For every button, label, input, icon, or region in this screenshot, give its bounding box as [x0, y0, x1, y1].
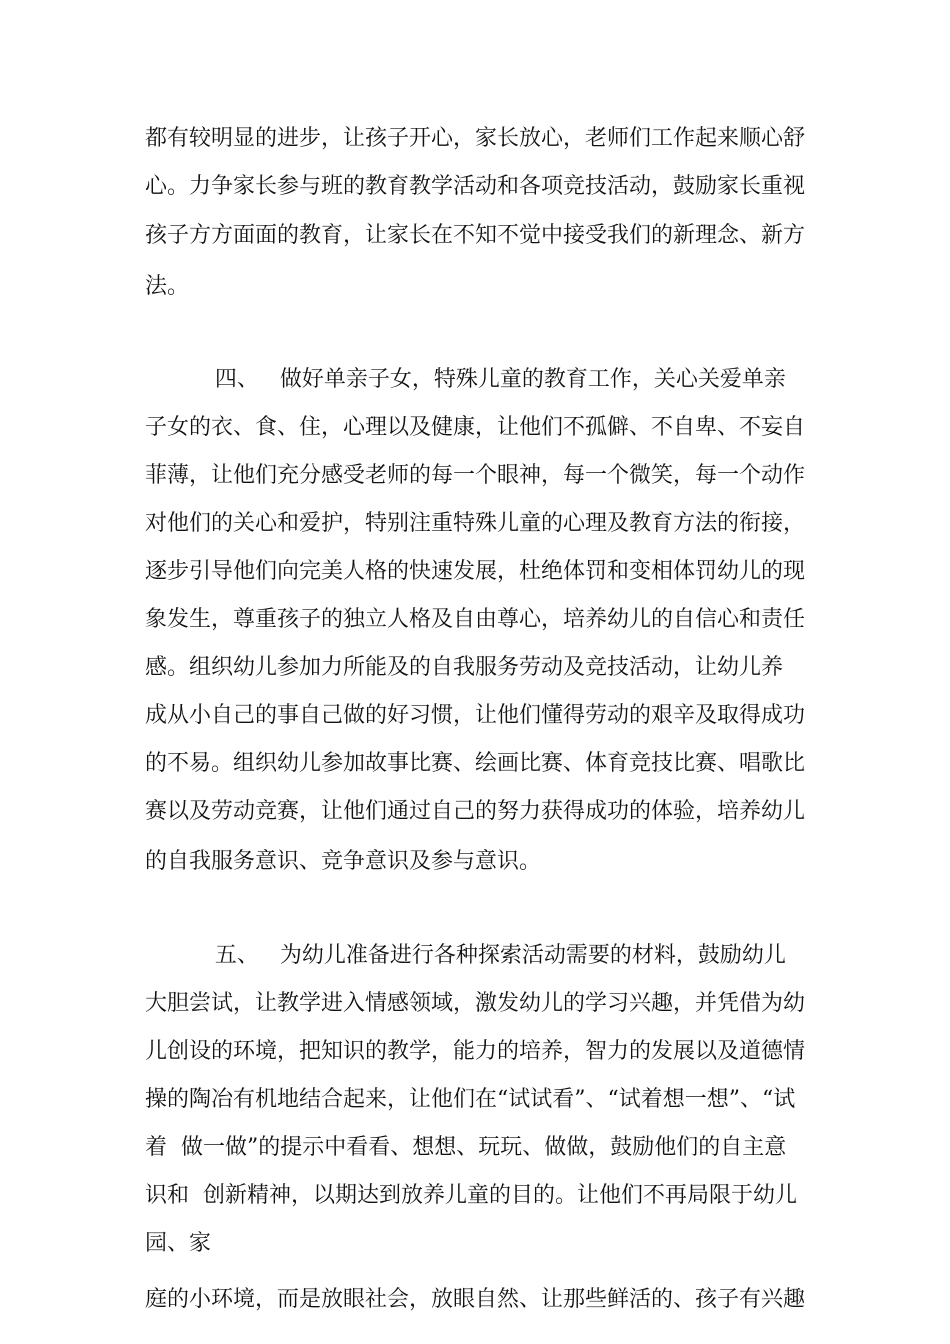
text-line: 感。组织幼儿参加力所能及的自我服务劳动及竞技活动，让幼儿养 — [145, 655, 784, 680]
section-four-heading-line: 四、 做好单亲子女，特殊儿童的教育工作，关心关爱单亲 — [145, 367, 786, 392]
text-line: 识和 创新精神，以期达到放养儿童的目的。让他们不再局限于幼儿 — [145, 1183, 797, 1208]
section-five-heading-line: 五、 为幼儿准备进行各种探索活动需要的材料，鼓励幼儿 — [145, 943, 786, 968]
text-line: 成从小自己的事自己做的好习惯，让他们懂得劳动的艰辛及取得成功 — [145, 703, 806, 728]
text-line: 菲薄，让他们充分感受老师的每一个眼神，每一个微笑，每一个动作 — [145, 463, 806, 488]
text-line: 对他们的关心和爱护，特别注重特殊儿童的心理及教育方法的衔接， — [145, 511, 806, 536]
text-line: 大胆尝试，让教学进入情感领域，激发幼儿的学习兴趣，并凭借为幼 — [145, 991, 806, 1016]
text-line: 着 做一做”的提示中看看、想想、玩玩、做做，鼓励他们的自主意 — [145, 1135, 787, 1160]
text-line: 园、家 — [145, 1231, 212, 1256]
text-line: 的自我服务意识、竞争意识及参与意识。 — [145, 849, 542, 874]
text-line: 心。力争家长参与班的教育教学活动和各项竞技活动，鼓励家长重视 — [145, 174, 806, 199]
text-line: 都有较明显的进步，让孩子开心，家长放心，老师们工作起来顺心舒 — [145, 126, 806, 151]
text-line: 庭的小环境，而是放眼社会，放眼自然、让那些鲜活的、孩子有兴趣 — [145, 1287, 806, 1312]
text-line: 儿创设的环境，把知识的教学，能力的培养，智力的发展以及道德情 — [145, 1039, 806, 1064]
text-line: 逐步引导他们向完美人格的快速发展，杜绝体罚和变相体罚幼儿的现 — [145, 559, 806, 584]
text-line: 赛以及劳动竞赛，让他们通过自己的努力获得成功的体验，培养幼儿 — [145, 799, 806, 824]
text-line: 孩子方方面面的教育，让家长在不知不觉中接受我们的新理念、新方 — [145, 223, 806, 248]
text-line: 的不易。组织幼儿参加故事比赛、绘画比赛、体育竞技比赛、唱歌比 — [145, 751, 806, 776]
text-line: 操的陶冶有机地结合起来，让他们在“试试看”、“试着想一想”、“试 — [145, 1087, 796, 1112]
text-line: 法。 — [145, 274, 190, 299]
text-line: 子女的衣、食、住，心理以及健康，让他们不孤僻、不自卑、不妄自 — [145, 415, 806, 440]
text-line: 象发生，尊重孩子的独立人格及自由尊心，培养幼儿的自信心和责任 — [145, 607, 806, 632]
